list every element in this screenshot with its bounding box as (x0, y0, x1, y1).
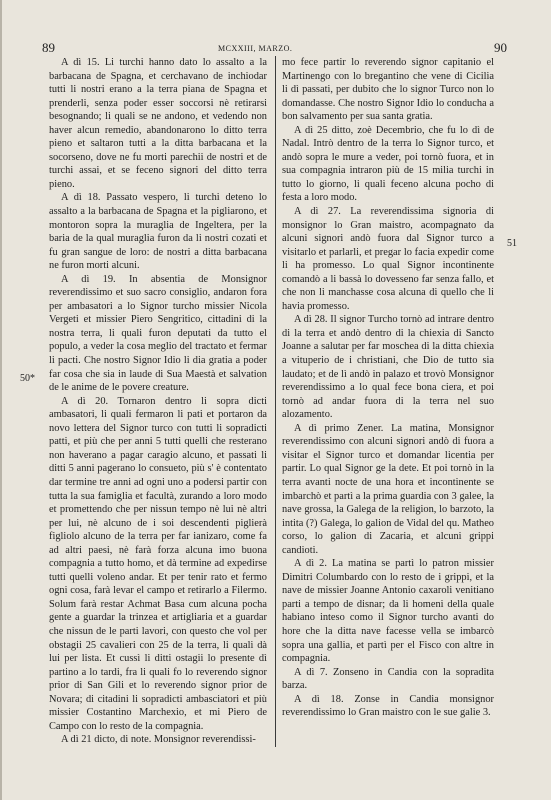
paragraph: A dì 15. Li turchi hanno dato lo assalto a la barbacana de Spagna, et cerchavano de inchiodar tutti li nostri erano a la terra piana de Spagna et prenderli, senza poder esser soccorsi nè retirarsi besognando; li quali se ne andono, et vedendo non haver alcun remedio, abandonarono lo ditto terra pieno et saltaron tutti a la ditta barbacana et la socorseno, dove ne fu morti parechii de nostri et de turchi assai, et se feceno signori del ditto terra pieno. (49, 57, 267, 190)
page-number-left: 89 (42, 40, 55, 55)
paragraph: A dì 20. Tornaron dentro li sopra dicti ambasatori, li quali fermaron li pati et portaron da novo lettera del Signor turco con tutti li sopradicti patti, et più che per anni 5 tutti quelli che resterano non haverano a pagar caragio alcuno, et passati li ditti 5 anni pagerano lo consueto, più s' è contentato dar termine tre anni ad ogni uno a podersi partir con tutta la sua famiglia et facultà, zurando a loro modo et promettendo che per nissun tempo nè lui nè altri per lui, nè alcuno de i soi descendenti piglierà figliolo alcuno de la terra per far ianizaro, come fa ad altri paesi, nè farà forza alcuna imo buona compagnia a tutto homo, et dà termine ad expedirse tutti quelli voleno andar. Et per tenir rato et fermo ogni cosa, farà levar el campo et retirarlo a Filermo. Solum farà restar Achmat Basa cum alcuna pocha gente a guardar la trinzea et artigliaria et a guardar che nissun de le parti lavori, con questo che vol per obstagii 25 cavalieri con 25 de la terra, li quali dà lui per lista. Et cussì li ditti ostagii lo presente dì partino a lo tardi, fra li quali fo lo reverendo signor prior di San Gili et lo reverendo signor prior de Novara; di citadini li sopradicti ambasciatori et più missier Costantino Marchexio, et mi Piero de Campo con lo resto de la compagnia. (49, 395, 267, 732)
margin-note-left: 50* (20, 373, 35, 384)
paragraph: A dì 18. Zonse in Candia monsignor reverendissimo lo Gran maistro con le sue galie 3. (282, 693, 494, 719)
paragraph: A dì 7. Zonseno in Candia con la sopradita barza. (282, 666, 494, 692)
margin-note-right: 51 (507, 238, 517, 249)
paragraph: mo fece partir lo reverendo signor capitanio el Martinengo con lo bregantino che vene di Cicilia li dì passati, per dubito che lo signor Turco non lo domandasse. Che nostro Signor Idio lo conducha a bon salvamento per sua santa gratia. (282, 57, 494, 123)
paragraph: A dì 2. La matina se partì lo patron missier Dimitri Columbardo con lo resto de i grippi, et la nave de missier Joanne Antonio caxaroli venitiano parti a tempo de disnar; da li homeni della quale habiano inteso como il Signor turcho avanti do hore che la ditta nave facesse vella se imbarcò sopra una gallia, et partì per el Fisco con altre in compagnia. (282, 558, 494, 665)
running-head: MCXXIII, MARZO. (218, 44, 293, 53)
page-number-right: 90 (494, 40, 507, 55)
page-edge-left (0, 0, 2, 800)
paragraph: A dì 28. Il signor Turcho tornò ad intrare dentro di la terra et andò dentro di la chiexia di Sancto Joanne a salutar per far moschea di la ditta chiexia a vituperio de i christiani, che Dio de tutto sia laudato; et de lì andò in palazo et trovò Monsignor reverendissimo a lo qual fece bona ciera, et poi tornò ad andar fuora di la terra nel suo alozamento. (282, 314, 494, 421)
paragraph: A dì 27. La reverendissima signoria di monsignor lo Gran maistro, acompagnato da alcuni signori andò fuora dal Signor turco a visitarlo et parlarli, et pregar lo facia expedir come li ha promesso. Lo qual Signor incontinente comandò a li bassà lo dovesseno far senza fallo, et che non li manchasse cosa alcuna di quello che li havia promesso. (282, 206, 494, 312)
paragraph: A dì 21 dicto, di note. Monsignor reverendissi- (61, 734, 256, 746)
left-column (49, 56, 267, 747)
paragraph: A dì 18. Passato vespero, li turchi deteno lo assalto a la barbacana de Spagna et la pigliarono, et montoron sopra la muraglia de Ingeltera, per la baria de la qual muraglia furon da li nostri cozati et fu gran sangue de loro: de nostri a ditta barbacana ne furon morti alcuni. (49, 192, 267, 272)
right-column (282, 56, 494, 720)
paragraph: A dì 25 ditto, zoè Decembrio, che fu lo dì de Nadal. Intrò dentro de la terra lo Signor turco, et andò sopra le mure a veder, poi tornò fuora, et in sua compagnia intraron più de 15 milia turchi in tutto lo giorno, li quali feceno alcuna pocho di festa a loro modo. (282, 124, 494, 204)
paragraph: A dì 19. In absentia de Monsignor reverendissimo et suo sacro consiglio, andaron fora per ambasatori a lo Signor turcho missier Nicola Vergeti et missier Piero Sengritico, cittadini di la nostra terra, li quali furon deputati da tutto el populo, a veder la cosa meglio del tractato et fermar li pacti. Che nostro Signor Idio li dia gratia a poder far cosa che sia in laude di Sua Maestà et salvation de le anime de le povere creature. (49, 273, 267, 394)
paragraph: A dì primo Zener. La matina, Monsignor reverendissimo con alcuni signori andò di fuora a visitar el Signor turco et domandar licentia per partir. Lo qual Signor ge la dete. Et poi tornò in la terra avanti nocte de una hora et incontinente se imbarchò et partì a la prima guardia con 3 galee, la nave grossa, la Galega de la religion, lo barzoto, la intita (?) Galega, lo galion de Vidal del qu. Matheo corso, lo galion di Zacaria, et alcuni grippi candioti. (282, 422, 494, 556)
column-divider (275, 56, 276, 747)
